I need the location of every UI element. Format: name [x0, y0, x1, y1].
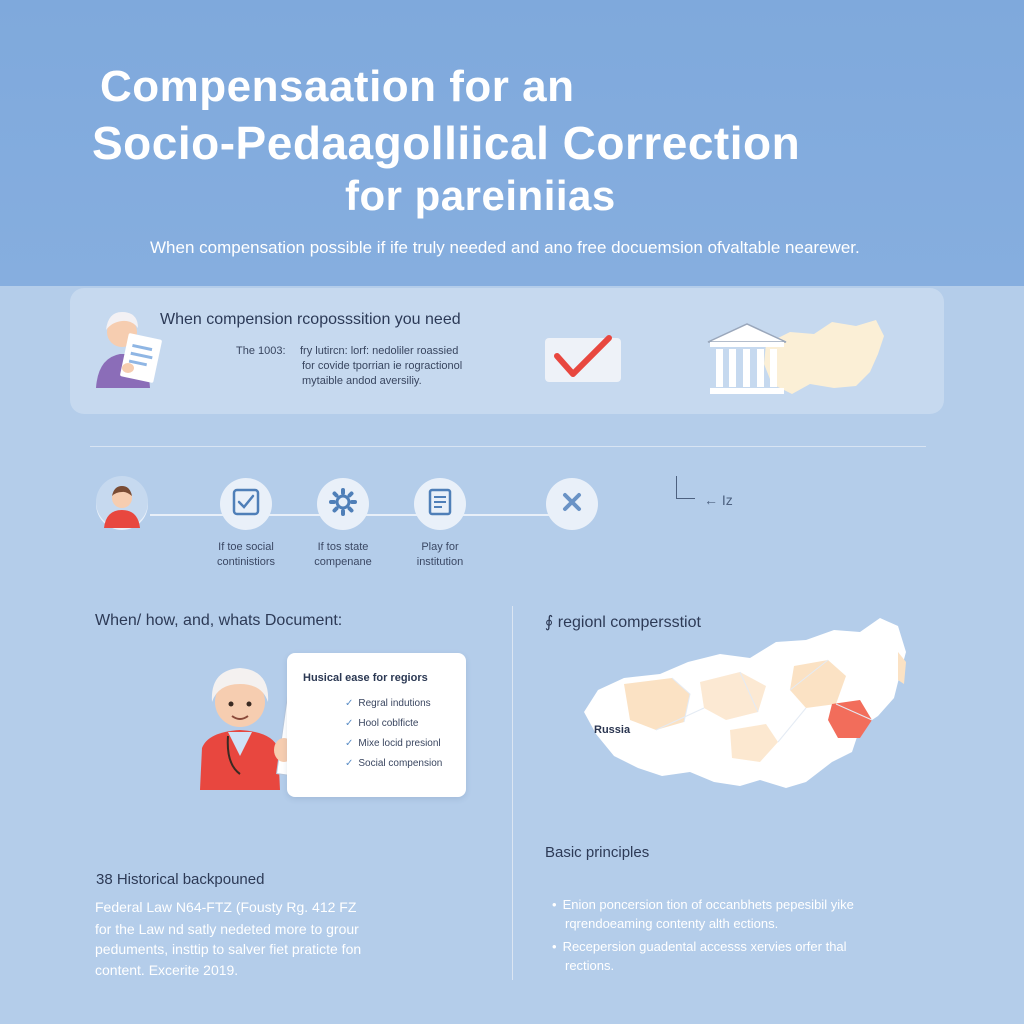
bullet-icon: •: [552, 897, 557, 912]
history-line: for the Law nd satly nedeted more to grour: [95, 921, 359, 937]
page-title-line-3: for pareiniias: [345, 172, 616, 219]
section-divider: [90, 446, 926, 447]
info-card-line: fry lutircn: lorf: nedoliler roassied: [300, 345, 459, 357]
timeline-note: ← Iz: [704, 492, 733, 508]
check-icon: ✓: [345, 758, 354, 769]
page-subtitle: When compensation possible if ife truly needed and ano free docuemsion ofvaltable nearewer.: [150, 238, 860, 257]
timeline-step[interactable]: [96, 478, 148, 530]
check-icon: ✓: [345, 738, 354, 749]
history-line: peduments, insttip to salver fiet praticte fon: [95, 941, 362, 957]
principle-bullet-continued: rqrendoeaming contenty alth ections.: [565, 916, 779, 931]
timeline-step[interactable]: [414, 478, 466, 530]
documents-item: ✓ Mixe locid presionl: [345, 738, 441, 749]
map-label-russia: Russia: [594, 724, 631, 736]
documents-item: ✓ Regral indutions: [345, 698, 431, 709]
timeline-step[interactable]: [220, 478, 272, 530]
info-card-title: When compension rcoposssition you need: [160, 311, 461, 328]
person-avatar-icon: [96, 476, 148, 533]
document-icon: [425, 487, 455, 522]
check-icon: ✓: [345, 698, 354, 709]
info-card-line: for covide tporrian ie rogractionol: [302, 360, 463, 372]
info-card-line: mytaible andod aversiliy.: [302, 375, 422, 387]
principle-bullet-continued: rections.: [565, 958, 615, 973]
documents-item: ✓ Social compension: [345, 758, 443, 769]
principles-heading: Basic principles: [545, 844, 650, 861]
documents-heading: When/ how, and, whats Document:: [95, 612, 343, 629]
info-card-label: The 1003:: [236, 345, 286, 357]
regional-heading: ∮ regionl compersstiot: [545, 614, 701, 631]
history-line: Federal Law N64-FTZ (Fousty Rg. 412 FZ: [95, 899, 357, 915]
documents-card-title: Husical ease for regiors: [303, 672, 428, 684]
close-icon: [557, 487, 587, 522]
page-title-line-1: Compensaation for an: [100, 62, 575, 111]
principle-bullet: • Recepersion guadental accesss xervies orfer thal: [552, 939, 847, 954]
timeline-step[interactable]: [546, 478, 598, 530]
checkmark-icon: [543, 334, 625, 386]
bracket-marker: [676, 476, 695, 499]
elderly-person-icon: [92, 304, 164, 388]
russia-map: [580, 612, 912, 796]
check-icon: ✓: [345, 718, 354, 729]
government-building-icon: [706, 322, 788, 396]
timeline-label: If tos state compenane: [314, 541, 372, 568]
history-heading: 38 Historical backpouned: [96, 871, 265, 888]
page-title-line-2: Socio-Pedaagolliical Correction: [92, 117, 801, 169]
principle-bullet: • Enion poncersion tion of occanbhets pepesibil yike: [552, 897, 854, 912]
column-divider: [512, 606, 513, 980]
bullet-icon: •: [552, 939, 557, 954]
history-line: content. Excerite 2019.: [95, 962, 239, 978]
gear-icon: [328, 487, 358, 522]
timeline-label: Play for institution: [416, 541, 464, 568]
checkbox-icon: [231, 487, 261, 522]
timeline-label: If toe social continistiors: [216, 541, 276, 568]
documents-item: ✓ Hool coblficte: [345, 718, 419, 729]
timeline-step[interactable]: [317, 478, 369, 530]
